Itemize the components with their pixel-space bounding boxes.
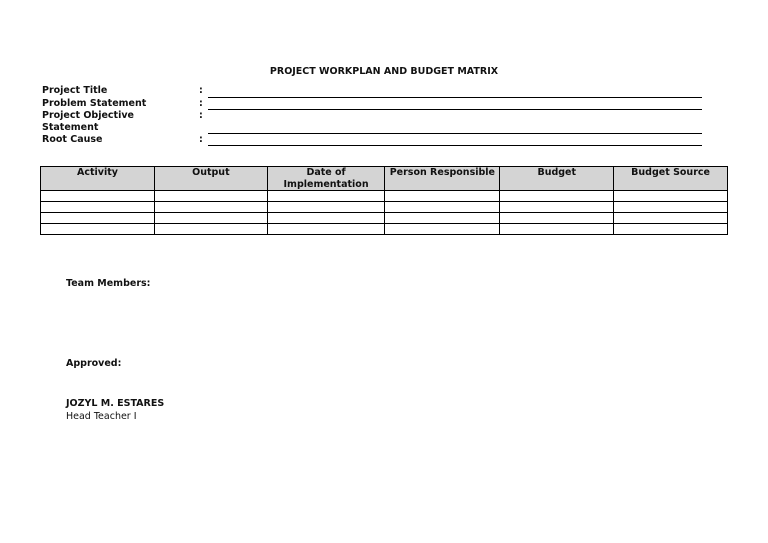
field-colon: :	[199, 134, 203, 145]
table-cell[interactable]	[500, 202, 614, 213]
signatory-name: JOZYL M. ESTARES	[66, 398, 165, 409]
problem-statement-line[interactable]	[208, 109, 702, 110]
field-label-project-objective: Project Objective Statement	[42, 110, 134, 133]
table-cell[interactable]	[154, 191, 267, 202]
table-cell[interactable]	[500, 224, 614, 235]
table-cell[interactable]	[267, 202, 385, 213]
project-title-line[interactable]	[208, 97, 702, 98]
table-cell[interactable]	[267, 213, 385, 224]
root-cause-line[interactable]	[208, 145, 702, 146]
field-label-root-cause: Root Cause	[42, 134, 103, 145]
table-row	[41, 202, 728, 213]
table-cell[interactable]	[267, 191, 385, 202]
team-members-label: Team Members:	[66, 278, 151, 289]
table-cell[interactable]	[154, 224, 267, 235]
table-header-row	[41, 167, 728, 191]
field-colon: :	[199, 85, 203, 96]
table-cell[interactable]	[154, 202, 267, 213]
table-cell[interactable]	[614, 191, 728, 202]
field-colon: :	[199, 98, 203, 109]
table-cell[interactable]	[41, 202, 155, 213]
table-row	[41, 213, 728, 224]
approved-label: Approved:	[66, 358, 122, 369]
field-label-problem-statement: Problem Statement	[42, 98, 147, 109]
table-cell[interactable]	[385, 224, 500, 235]
table-cell[interactable]	[41, 213, 155, 224]
table-row	[41, 191, 728, 202]
table-cell[interactable]	[41, 191, 155, 202]
column-header-output: Output	[154, 167, 267, 191]
project-objective-line[interactable]	[208, 133, 702, 134]
table-cell[interactable]	[154, 213, 267, 224]
column-header-person: Person Responsible	[385, 167, 500, 191]
column-header-activity: Activity	[41, 167, 155, 191]
table-row	[41, 224, 728, 235]
table-cell[interactable]	[385, 202, 500, 213]
table-cell[interactable]	[500, 191, 614, 202]
column-header-date: Date of Implementation	[267, 167, 385, 191]
table-cell[interactable]	[614, 224, 728, 235]
table-cell[interactable]	[614, 202, 728, 213]
table-cell[interactable]	[385, 191, 500, 202]
column-header-budget: Budget	[500, 167, 614, 191]
field-label-project-title: Project Title	[42, 85, 108, 96]
signatory-position: Head Teacher I	[66, 411, 137, 422]
table-cell[interactable]	[267, 224, 385, 235]
workplan-budget-table	[40, 166, 728, 235]
field-colon: :	[199, 110, 203, 121]
table-cell[interactable]	[614, 213, 728, 224]
column-header-budget-source: Budget Source	[614, 167, 728, 191]
table-cell[interactable]	[500, 213, 614, 224]
table-cell[interactable]	[385, 213, 500, 224]
page-title: PROJECT WORKPLAN AND BUDGET MATRIX	[269, 66, 499, 77]
table-cell[interactable]	[41, 224, 155, 235]
